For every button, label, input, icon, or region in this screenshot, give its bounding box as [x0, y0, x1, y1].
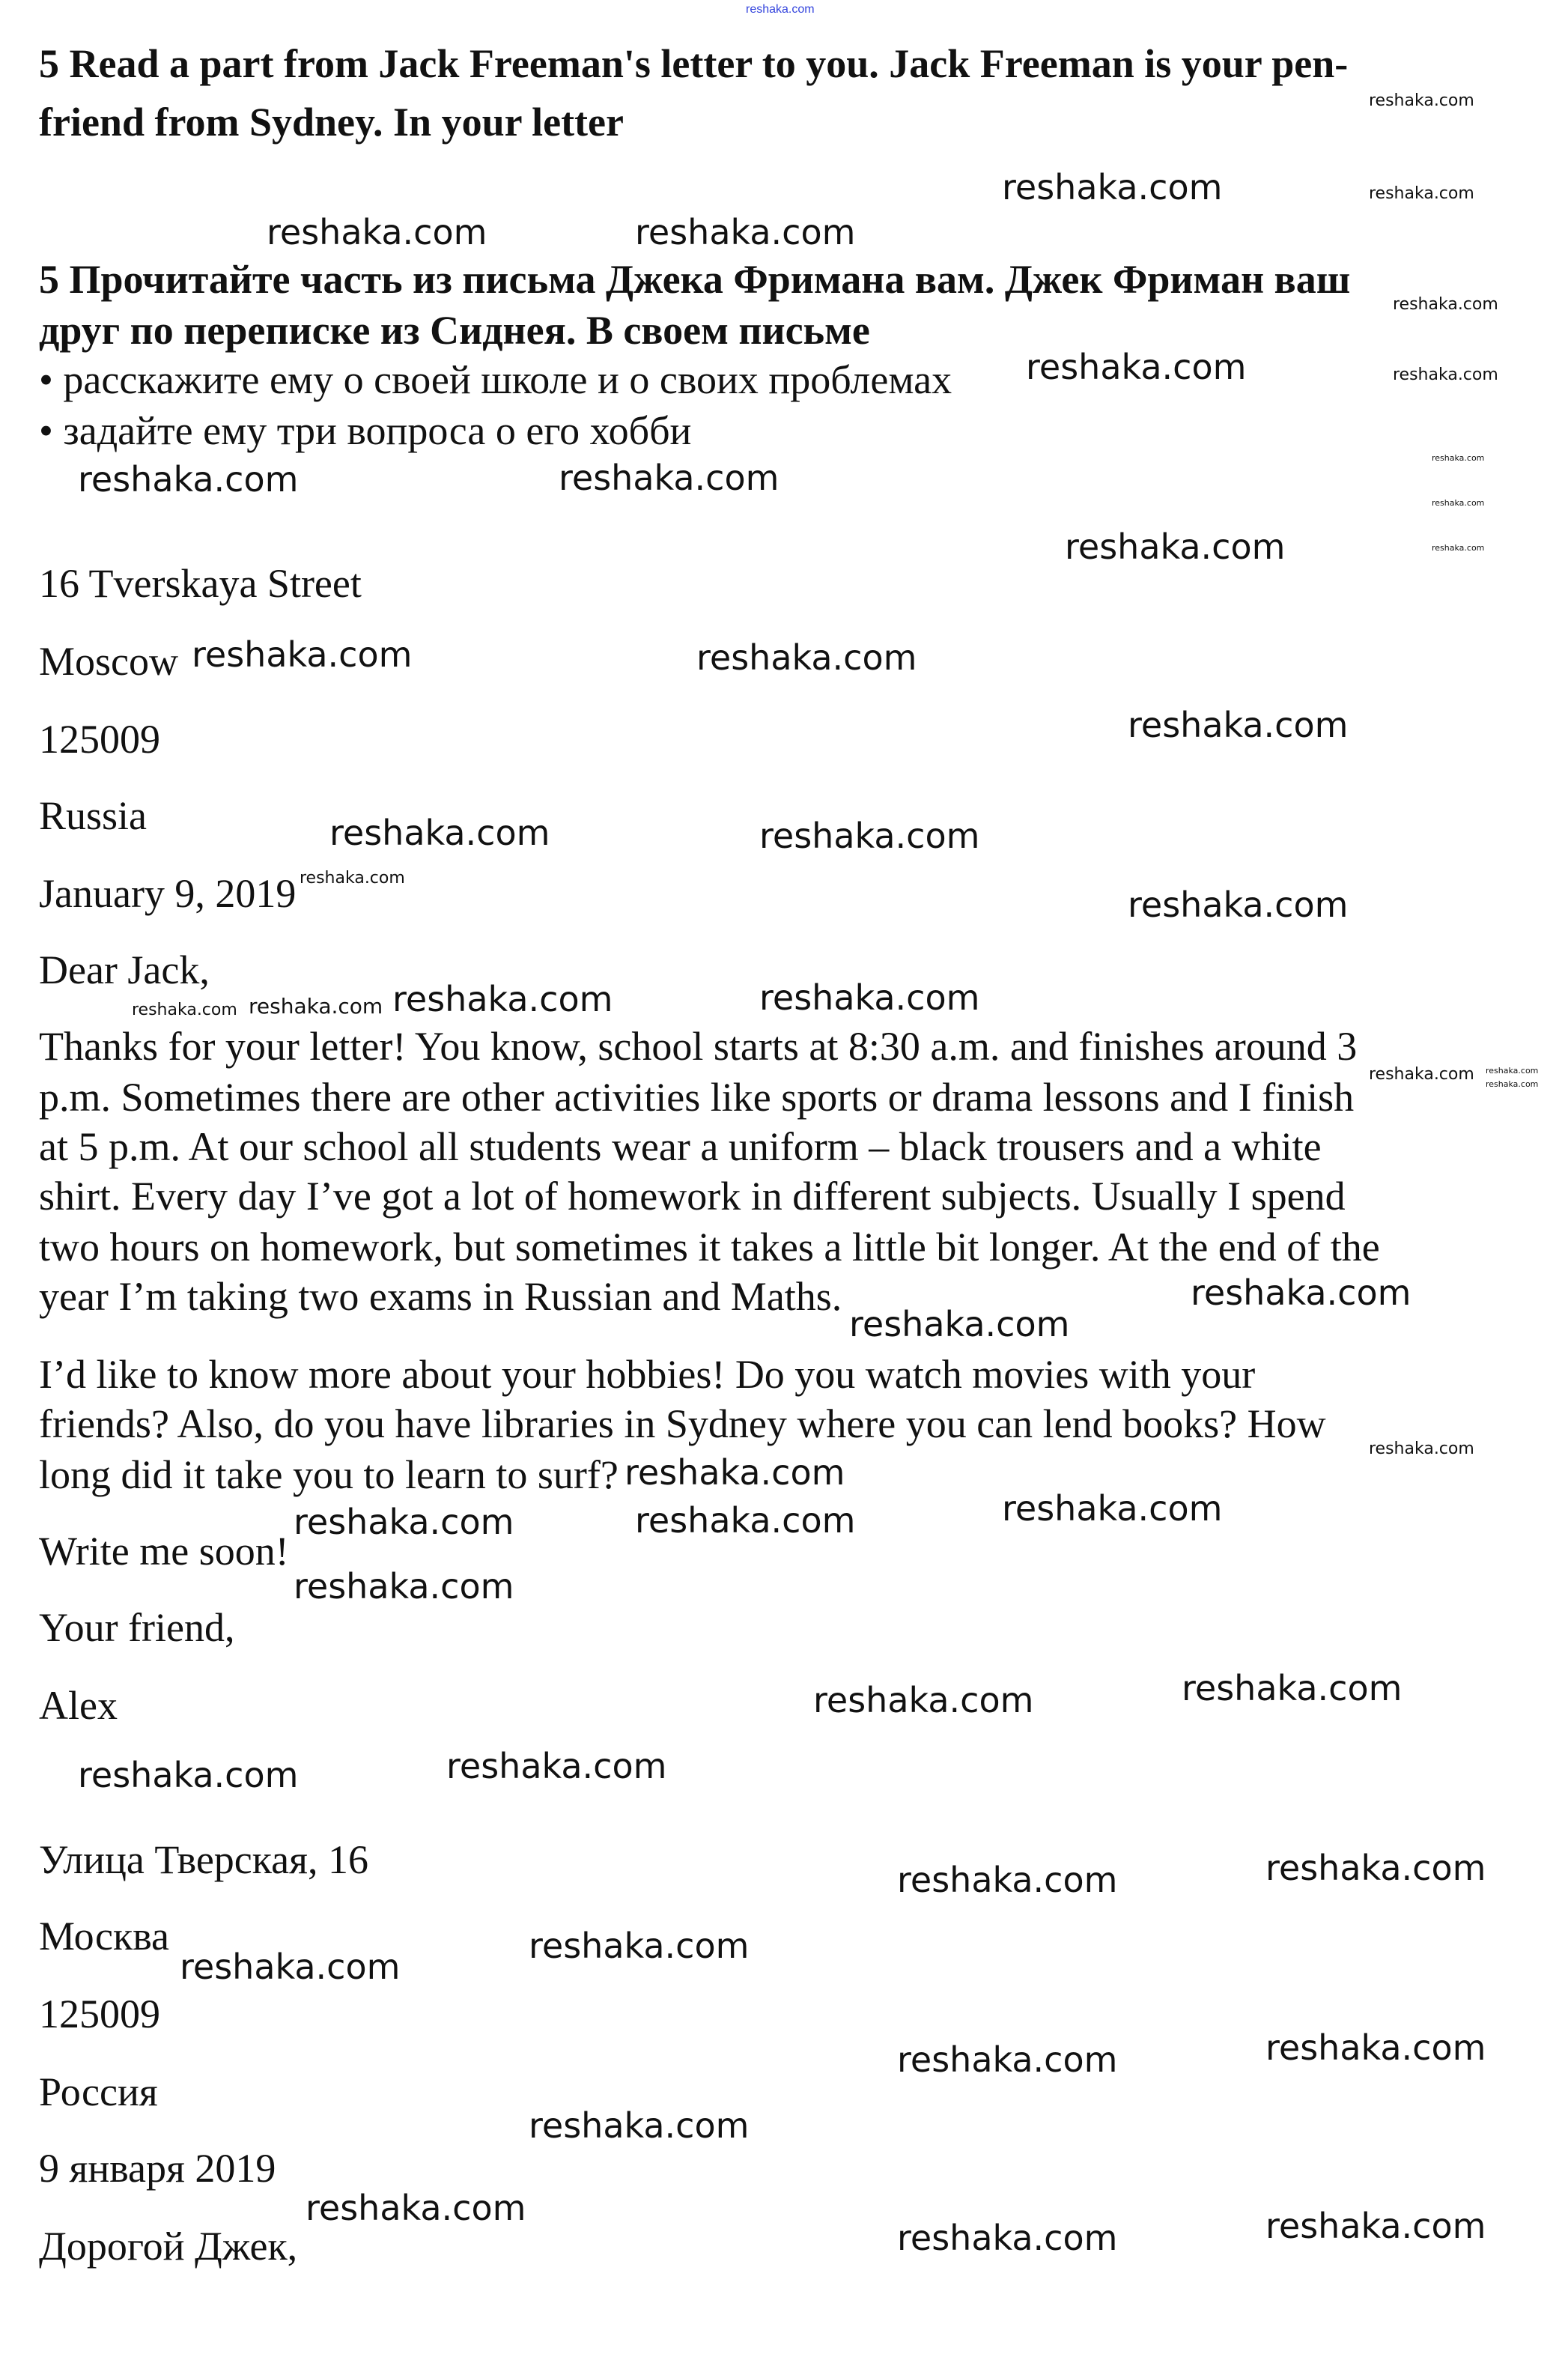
watermark: reshaka.com — [759, 977, 980, 1018]
paragraph-line: Thanks for your letter! You know, school starts at 8:30 a.m. and finishes around 3 — [39, 1024, 1358, 1069]
watermark: reshaka.com — [446, 1746, 667, 1786]
letter-signoff: Your friend, — [39, 1605, 235, 1650]
watermark: reshaka.com — [897, 2039, 1118, 2080]
watermark: reshaka.com — [1265, 2027, 1486, 2068]
letter-closing: Write me soon! — [39, 1529, 289, 1574]
watermark: reshaka.com — [696, 637, 917, 678]
watermark: reshaka.com — [1432, 543, 1485, 553]
watermark: reshaka.com — [1128, 705, 1349, 745]
watermark: reshaka.com — [1369, 91, 1474, 110]
watermark: reshaka.com — [294, 1502, 514, 1542]
watermark: reshaka.com — [1182, 1668, 1403, 1708]
paragraph-line: at 5 p.m. At our school all students wear a uniform – black trousers and a white — [39, 1124, 1322, 1169]
watermark: reshaka.com — [897, 2218, 1118, 2258]
watermark: reshaka.com — [300, 869, 405, 888]
watermark: reshaka.com — [1002, 1488, 1223, 1529]
address-line: Moscow — [39, 639, 178, 684]
task-heading-en-line: 5 Read a part from Jack Freeman's letter to you. Jack Freeman is your pen- — [39, 41, 1349, 86]
watermark: reshaka.com — [813, 1680, 1034, 1720]
watermark: reshaka.com — [1369, 1440, 1474, 1458]
watermark: reshaka.com — [635, 1500, 856, 1541]
watermark: reshaka.com — [625, 1452, 845, 1493]
paragraph-line: shirt. Every day I’ve got a lot of homework in different subjects. Usually I spend — [39, 1174, 1346, 1219]
task-bullet: • задайте ему три вопроса о его хобби — [39, 408, 692, 453]
watermark: reshaka.com — [849, 1304, 1070, 1344]
ru-address-line: Улица Тверская, 16 — [39, 1837, 368, 1882]
watermark: reshaka.com — [1002, 167, 1223, 207]
letter-greeting: Dear Jack, — [39, 947, 210, 992]
ru-address-line: 125009 — [39, 1992, 160, 2036]
paragraph-line: long did it take you to learn to surf? — [39, 1452, 619, 1497]
watermark: reshaka.com — [392, 979, 613, 1019]
watermark: reshaka.com — [529, 1926, 750, 1966]
paragraph-line: friends? Also, do you have libraries in Sydney where you can lend books? How — [39, 1401, 1326, 1446]
watermark: reshaka.com — [1065, 527, 1286, 567]
watermark: reshaka.com — [1369, 1065, 1474, 1084]
ru-address-line: Москва — [39, 1914, 169, 1959]
ru-letter-greeting: Дорогой Джек, — [39, 2224, 298, 2269]
watermark: reshaka.com — [897, 1860, 1118, 1900]
watermark: reshaka.com — [1432, 498, 1485, 508]
watermark: reshaka.com — [267, 212, 487, 252]
top-watermark: reshaka.com — [746, 3, 815, 16]
address-line: 125009 — [39, 717, 160, 762]
watermark: reshaka.com — [249, 994, 383, 1019]
watermark: reshaka.com — [1265, 2206, 1486, 2246]
watermark: reshaka.com — [329, 813, 550, 853]
paragraph-line: year I’m taking two exams in Russian and Maths. — [39, 1274, 842, 1319]
watermark: reshaka.com — [529, 2105, 750, 2146]
task-bullet: • расскажите ему о своей школе и о своих проблемах — [39, 357, 952, 402]
watermark: reshaka.com — [1191, 1272, 1411, 1313]
watermark: reshaka.com — [1393, 365, 1498, 384]
watermark: reshaka.com — [1026, 347, 1247, 387]
watermark: reshaka.com — [1486, 1066, 1539, 1076]
watermark: reshaka.com — [1486, 1079, 1539, 1089]
watermark: reshaka.com — [1393, 295, 1498, 314]
watermark: reshaka.com — [78, 459, 299, 500]
watermark: reshaka.com — [294, 1566, 514, 1607]
address-line: Russia — [39, 793, 148, 838]
watermark: reshaka.com — [759, 816, 980, 856]
watermark: reshaka.com — [78, 1755, 299, 1795]
task-heading-en-line: friend from Sydney. In your letter — [39, 100, 624, 145]
watermark: reshaka.com — [180, 1947, 401, 1987]
watermark: reshaka.com — [559, 458, 780, 498]
watermark: reshaka.com — [1369, 184, 1474, 203]
task-heading-ru-line: друг по переписке из Сиднея. В своем письме — [39, 308, 870, 353]
paragraph-line: p.m. Sometimes there are other activities like sports or drama lessons and I finish — [39, 1075, 1355, 1120]
watermark: reshaka.com — [192, 634, 413, 675]
watermark: reshaka.com — [635, 212, 856, 252]
watermark: reshaka.com — [1128, 885, 1349, 925]
ru-address-line: Россия — [39, 2069, 158, 2114]
watermark: reshaka.com — [306, 2188, 526, 2228]
paragraph-line: two hours on homework, but sometimes it takes a little bit longer. At the end of the — [39, 1225, 1380, 1269]
watermark: reshaka.com — [1265, 1848, 1486, 1888]
letter-signature: Alex — [39, 1683, 118, 1728]
ru-letter-date: 9 января 2019 — [39, 2146, 276, 2191]
watermark: reshaka.com — [1432, 453, 1485, 463]
task-heading-ru-line: 5 Прочитайте часть из письма Джека Фримана вам. Джек Фриман ваш — [39, 257, 1351, 302]
paragraph-line: I’d like to know more about your hobbies! Do you watch movies with your — [39, 1352, 1256, 1397]
watermark: reshaka.com — [132, 1001, 237, 1019]
letter-date: January 9, 2019 — [39, 871, 297, 916]
address-line: 16 Tverskaya Street — [39, 561, 362, 606]
